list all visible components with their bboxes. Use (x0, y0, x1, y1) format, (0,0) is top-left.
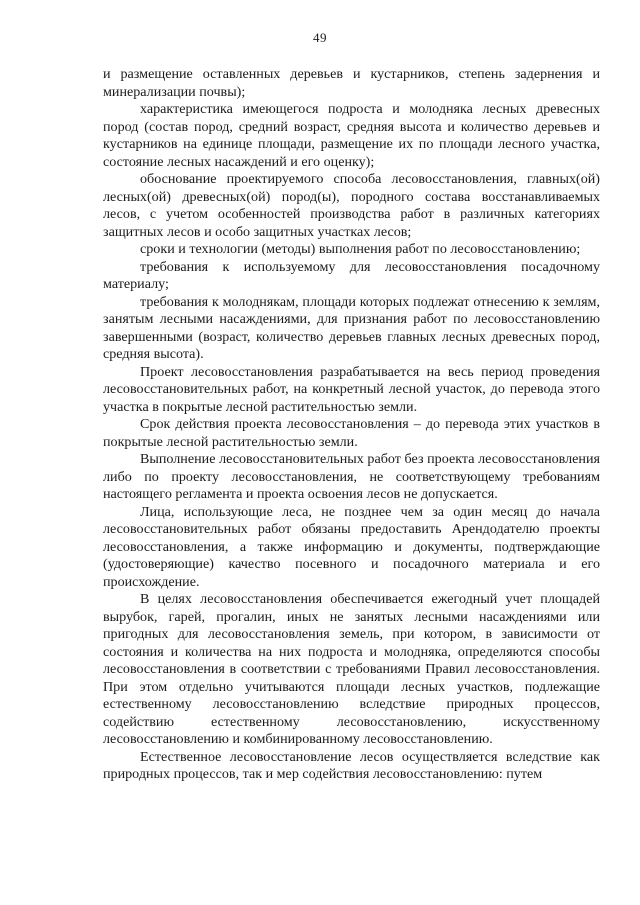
paragraph-continuation: и размещение оставленных деревьев и кустарников, степень задернения и минерализации почвы); (103, 66, 600, 100)
paragraph-natural-regeneration: Естественное лесовосстановление лесов осуществляется вследствие как природных процессов, так и мер содействия лесовосстановлению: путем (103, 748, 600, 782)
paragraph-project-development: Проект лесовосстановления разрабатывается на весь период проведения лесовосстановительных работ, на конкретный лесной участок, до перевода этого участка в покрытые лесной растительностью земли. (103, 363, 600, 415)
paragraph-submission-deadline: Лица, использующие леса, не позднее чем за один месяц до начала лесовосстановительных работ обязаны предоставить Арендодателю проекты лесовосстановления, а также информацию и документы, подтверждающие (удостоверяющие) качество посевного и посадочного материала и его происхождение. (103, 503, 600, 590)
paragraph-annual-accounting: В целях лесовосстановления обеспечивается ежегодный учет площадей вырубок, гарей, прогалин, иных не занятых лесными насаждениями или пригодных для лесовосстановления земель, при котором, в зависимости от состояния и количества на них подроста и молодняка, определяются способы лесовосстановления в соответствии с требованиями Правил лесовосстановления. При этом отдельно учитываются площади лесных участков, подлежащие естественному лесовосстановлению вследствие природных процессов, содействию естественному лесовосстановлению, искусственному лесовосстановлению и комбинированному лесовосстановлению. (103, 591, 600, 747)
page-number: 49 (313, 30, 327, 45)
paragraph-project-validity: Срок действия проекта лесовосстановления – до перевода этих участков в покрытые лесной растительностью земли. (103, 416, 600, 450)
document-body (103, 66, 600, 784)
paragraph-item-method-justification: обоснование проектируемого способа лесовосстановления, главных(ой) лесных(ой) древесных(ой) пород(ы), породного состава восстанавливаемых лесов, с учетом особенностей производства работ в различных категориях защитных лесов и особо защитных участках лесов; (103, 171, 600, 240)
paragraph-work-without-project: Выполнение лесовосстановительных работ без проекта лесовосстановления либо по проекту лесовосстановления, не соответствующему требованиям настоящего регламента и проекта освоения лесов не допускается. (103, 451, 600, 502)
paragraph-item-undergrowth: характеристика имеющегося подроста и молодняка лесных древесных пород (состав пород, средний возраст, средняя высота и количество деревьев и кустарников на единице площади, размещение их по площади лесного участка, состояние лесных насаждений и его оценку); (103, 101, 600, 170)
paragraph-item-timing-technology: сроки и технологии (методы) выполнения работ по лесовосстановлению; (140, 241, 581, 257)
paragraph-item-planting-material: требования к используемому для лесовосстановления посадочному материалу; (103, 258, 600, 292)
paragraph-item-young-stands: требования к молоднякам, площади которых подлежат отнесению к землям, занятым лесными насаждениями, для признания работ по лесовосстановлению завершенными (возраст, количество деревьев главных лесных древесных пород, средняя высота). (103, 293, 600, 362)
